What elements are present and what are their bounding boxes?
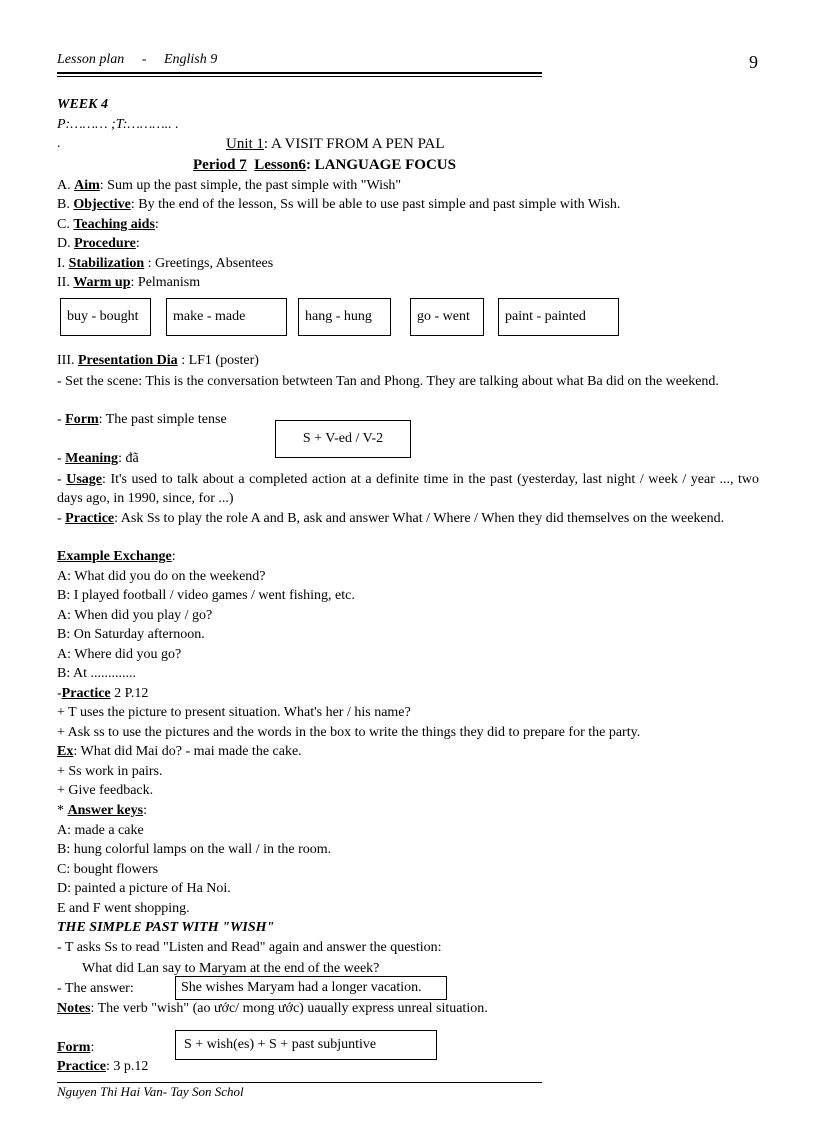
answer-keys-heading (57, 802, 147, 820)
usage-label: Usage (66, 472, 102, 487)
teacher-step: + T uses the picture to present situation. What's her / his name? (57, 705, 411, 720)
form2-colon: : (90, 1040, 95, 1055)
form-label: Form (65, 412, 99, 427)
warmup-prefix: II. (57, 275, 70, 290)
warmup-label: Warm up (73, 275, 131, 290)
stabilization-prefix: I. (57, 256, 66, 271)
unit-label: Unit 1 (226, 136, 264, 152)
feedback-step: + Give feedback. (57, 783, 154, 798)
period-label: Period 7 (193, 157, 247, 173)
footer-author: Nguyen Thi Hai Van- Tay Son Schol (57, 1084, 244, 1099)
usage-prefix: - (57, 472, 67, 487)
form-wish-line (57, 1039, 94, 1057)
ex-label: Ex (57, 744, 74, 759)
meaning-prefix: - (57, 451, 66, 466)
header-rule-thin (57, 76, 542, 77)
form-text: : The past simple tense (98, 412, 227, 427)
practice-prefix: - (57, 511, 66, 526)
week-label: WEEK 4 (57, 97, 108, 112)
header-separator: - (141, 52, 147, 67)
procedure-text: : (135, 236, 140, 251)
footer-rule (57, 1082, 542, 1083)
example-exchange-heading (57, 548, 176, 566)
pairwork-step: + Ss work in pairs. (57, 764, 163, 779)
formula-box-past-simple: S + V-ed / V-2 (275, 420, 411, 458)
dialog-line: A: Where did you go? (57, 647, 182, 662)
unit-title (226, 135, 445, 153)
example-line (57, 743, 302, 761)
dialog-line: A: What did you do on the weekend? (57, 569, 266, 584)
practice2-prefix: - (57, 686, 62, 701)
answer-item: B: hung colorful lamps on the wall / in the room. (57, 842, 332, 857)
aim-text: : Sum up the past simple, the past simple with "Wish" (99, 178, 402, 193)
presentation-label: Presentation Dia (78, 353, 178, 368)
answer-item: E and F went shopping. (57, 901, 190, 916)
wish-instruction: - T asks Ss to read "Listen and Read" again and answer the question: (57, 940, 442, 955)
form-line (57, 411, 227, 429)
practice2-label: Practice (61, 686, 111, 701)
practice-text: : Ask Ss to play the role A and B, ask and answer What / Where / When they did themselves on the weekend. (114, 511, 725, 526)
objective-prefix: B. (57, 197, 70, 212)
header-subject: English 9 (163, 52, 218, 67)
running-header (57, 52, 231, 68)
lesson-label: Lesson6 (254, 157, 306, 173)
notes-label: Notes (57, 1001, 91, 1016)
form2-label: Form (57, 1040, 91, 1055)
wish-question: What did Lan say to Maryam at the end of the week? (82, 961, 380, 976)
objective-label: Objective (73, 197, 131, 212)
warmup-text: : Pelmanism (130, 275, 201, 290)
teaching-prefix: C. (57, 217, 70, 232)
example-label: Example Exchange (57, 549, 172, 564)
notes-text: : The verb "wish" (ao ước/ mong ước) uaually express unreal situation. (90, 1001, 488, 1016)
set-scene-text: - Set the scene: This is the conversation betwteen Tan and Phong. They are talking about what Ba did on the weekend. (57, 374, 719, 389)
meaning-label: Meaning (65, 451, 119, 466)
notes-line (57, 1000, 488, 1018)
dialog-line: B: I played football / video games / went fishing, etc. (57, 588, 355, 603)
lesson-title (193, 156, 456, 174)
answer-item: D: painted a picture of Ha Noi. (57, 881, 231, 896)
presentation-line (57, 352, 259, 370)
warmup-line (57, 274, 200, 292)
form-prefix: - (57, 412, 66, 427)
answer-item: A: made a cake (57, 823, 144, 838)
lesson-name: : LANGUAGE FOCUS (305, 157, 456, 173)
answer-keys-colon: : (143, 803, 147, 818)
stabilization-label: Stabilization (68, 256, 145, 271)
header-title: Lesson plan (57, 52, 125, 67)
wish-section-title: THE SIMPLE PAST WITH "WISH" (57, 920, 275, 935)
presentation-prefix: III. (57, 353, 75, 368)
teaching-text: : (154, 217, 159, 232)
dialog-line: B: On Saturday afternoon. (57, 627, 205, 642)
leading-dot: . (57, 136, 61, 151)
pelmanism-card: make - made (166, 298, 287, 336)
example-colon: : (171, 549, 176, 564)
stabilization-line (57, 255, 273, 273)
pelmanism-card: go - went (410, 298, 484, 336)
usage-line (57, 470, 759, 508)
answer-keys-prefix: * (57, 803, 68, 818)
answer-keys-label: Answer keys (67, 803, 144, 818)
header-rule (57, 72, 542, 74)
procedure-line (57, 235, 140, 253)
pelmanism-card: buy - bought (60, 298, 151, 336)
practice-line (57, 509, 759, 528)
meaning-text: : đã (118, 451, 139, 466)
procedure-label: Procedure (74, 236, 136, 251)
aim-prefix: A. (57, 178, 71, 193)
practice3-label: Practice (57, 1059, 106, 1074)
practice3-text: : 3 p.12 (105, 1059, 149, 1074)
practice2-text: 2 P.12 (110, 686, 149, 701)
practice-3-line (57, 1058, 148, 1076)
presentation-text: : LF1 (poster) (177, 353, 259, 368)
usage-text: : It's used to talk about a completed action at a definite time in the past (yesterday, last night / week / year ..., two days ago, in 1990, since, for ...) (57, 472, 759, 506)
aim-label: Aim (74, 178, 100, 193)
aim-line (57, 177, 401, 195)
unit-name: : A VISIT FROM A PEN PAL (263, 136, 445, 152)
teaching-aids-line (57, 216, 159, 234)
ex-text: : What did Mai do? - mai made the cake. (73, 744, 302, 759)
pelmanism-card: hang - hung (298, 298, 391, 336)
dialog-line: A: When did you play / go? (57, 608, 213, 623)
objective-line (57, 196, 620, 214)
stabilization-text: : Greetings, Absentees (144, 256, 274, 271)
period-time-line: P:……… ;T:……….. . (57, 117, 179, 132)
dialog-line: B: At ............. (57, 666, 136, 681)
practice-2-line (57, 685, 148, 703)
meaning-line (57, 450, 139, 468)
answer-box: She wishes Maryam had a longer vacation. (175, 976, 447, 1000)
procedure-prefix: D. (57, 236, 71, 251)
formula-box-wish: S + wish(es) + S + past subjuntive (175, 1030, 437, 1060)
objective-text: : By the end of the lesson, Ss will be able to use past simple and past simple with Wish. (130, 197, 621, 212)
student-step: + Ask ss to use the pictures and the words in the box to write the things they did to prepare for the party. (57, 725, 641, 740)
page-number: 9 (749, 52, 758, 72)
pelmanism-card: paint - painted (498, 298, 619, 336)
practice-label: Practice (65, 511, 115, 526)
answer-item: C: bought flowers (57, 862, 159, 877)
answer-label: - The answer: (57, 981, 134, 996)
teaching-label: Teaching aids (73, 217, 155, 232)
